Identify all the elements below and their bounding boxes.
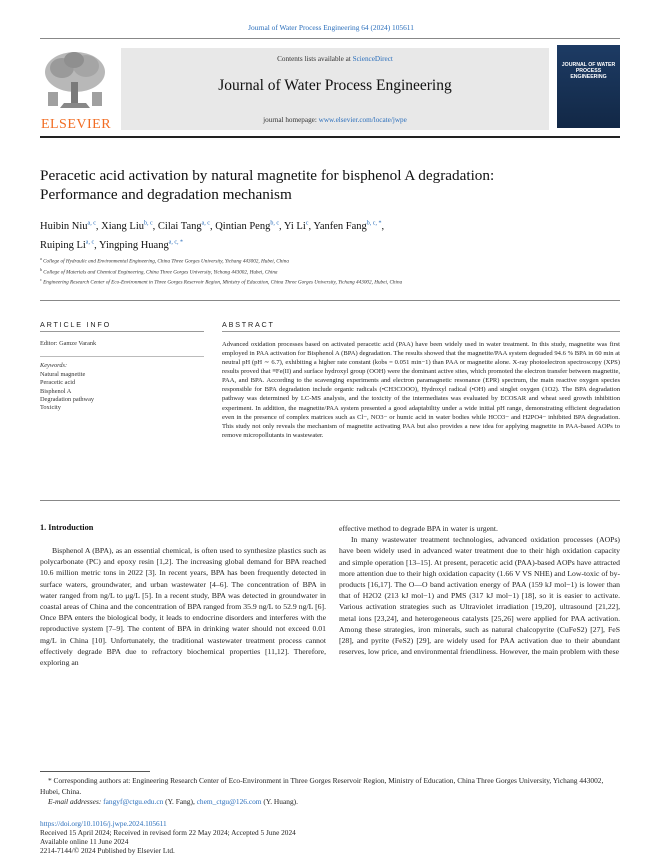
author-list bbox=[40, 215, 620, 254]
publisher-name: ELSEVIER bbox=[40, 117, 112, 132]
email-link[interactable]: fangyf@ctgu.edu.cn bbox=[103, 797, 164, 806]
paragraph: effective method to degrade BPA in water is urgent. bbox=[339, 524, 498, 533]
keyword: Bisphenol A bbox=[40, 387, 72, 395]
introduction-heading: 1. Introduction bbox=[40, 523, 94, 532]
section-divider bbox=[40, 300, 620, 301]
affiliation: $^a$ College of Hydraulic and Environmental Engineering, China Three Gorges University, Yichang 443002, Hubei, China bbox=[40, 256, 289, 265]
journal-title: Journal of Water Process Engineering bbox=[218, 77, 452, 94]
homepage-link[interactable]: www.elsevier.com/locate/jwpe bbox=[318, 116, 407, 124]
keywords-list bbox=[40, 371, 94, 412]
homepage-prefix: journal homepage: bbox=[263, 116, 319, 124]
author[interactable]: Ruiping Li$^{a, c}$, bbox=[40, 239, 99, 251]
article-info-heading: ARTICLE INFO bbox=[40, 320, 111, 329]
tree-icon bbox=[40, 48, 110, 116]
keywords-heading: Keywords: bbox=[40, 362, 68, 369]
affiliation: $^b$ College of Materials and Chemical Engineering, China Three Gorges University, Yichang 443002, Hubei, China bbox=[40, 266, 278, 276]
header-bottom-divider bbox=[40, 136, 620, 138]
abstract-text: Advanced oxidation processes based on activated peracetic acid (PAA) have been widely used in water treatment. In this study, magnetite was first employed in PAA activation for Bisphenol A (BPA) degradation. The results showed that the magnetite/PAA system degraded 94.6 % BPA in 60 min at neutral pH (pH ∼ 6.7), exhibiting a higher rate constant (kobs = 0.051 min−1) than PAA or magnetite alone. X-ray photoelectron spectroscopy (XPS) results proved that ≡Fe(II) and surface hydroxyl group (OOH) were the dominant active sites, which promoted the electron transfer between magnetite, PAA, and BPA. According to the scavenging experiments and electron paramagnetic resonance (EPR) spectrum, the main reactive oxygen species responsible for BPA degradation include organic radicals (•CH3COOO), Hydroxyl radical (•OH) and singlet oxygen (1O2). The BPA degradation pathway was determined by LC-MS analysis, and the toxicity of the intermediates was evaluated by ECOSAR and wheat seed growth inhibition experiment. In addition, the magnetite/PAA system presented a good adaptability under a wide initial pH range, demonstrating efficient degradation even in the presence of complex matrices such as Cl−, NO3− or humic acid in water bodies while HCO3− and H2PO4− inhibited BPA degradation. This study not only reveals the mechanism of magnetite activating PAA but also provides a new idea for applying magnetite in PAA-based AOPs to remove micropollutants in wastewater. bbox=[222, 341, 620, 439]
keyword: Toxicity bbox=[40, 404, 61, 412]
body-column-left bbox=[40, 545, 326, 668]
issn-copyright: 2214-7144/© 2024 Published by Elsevier Ltd. bbox=[40, 846, 175, 856]
email-link[interactable]: chem_ctgu@126.com bbox=[196, 797, 262, 806]
online-date: Available online 11 June 2024 bbox=[40, 837, 129, 847]
abstract-bottom-divider bbox=[40, 500, 620, 501]
author[interactable]: Qintian Peng$^{b, c}$, bbox=[215, 220, 284, 232]
contents-line bbox=[121, 55, 549, 63]
title-line-2: Performance and degradation mechanism bbox=[40, 186, 292, 203]
publication-info bbox=[40, 819, 296, 855]
email-line: E-mail addresses: fangyf@ctgu.edu.cn (Y. Fang), chem_ctgu@126.com (Y. Huang). bbox=[48, 797, 298, 806]
abstract-rule bbox=[222, 331, 620, 332]
journal-reference[interactable]: Journal of Water Process Engineering 64 (2024) 105611 bbox=[248, 23, 414, 32]
journal-cover-title: JOURNAL OF WATER PROCESS ENGINEERING bbox=[561, 62, 616, 80]
affiliations bbox=[40, 255, 580, 287]
author[interactable]: Yanfen Fang$^{b, c, *}$, bbox=[313, 220, 385, 232]
footnote-rule bbox=[40, 771, 150, 772]
keyword: Natural magnetite bbox=[40, 371, 86, 378]
keyword: Degradation pathway bbox=[40, 395, 95, 403]
author[interactable]: Huibin Niu$^{a, c}$, bbox=[40, 220, 102, 232]
abstract-heading: ABSTRACT bbox=[222, 320, 275, 329]
keywords-rule bbox=[40, 356, 204, 357]
journal-cover[interactable] bbox=[557, 45, 620, 128]
homepage-line bbox=[121, 116, 549, 124]
body-column-right bbox=[339, 523, 620, 657]
header-divider bbox=[40, 38, 620, 39]
author[interactable]: Yingping Huang$^{a, c, *}$ bbox=[99, 239, 184, 251]
keyword: Peracetic acid bbox=[40, 379, 76, 387]
paragraph: In many wastewater treatment technologies, advanced oxidation processes (AOPs) have been widely used in advanced water treatment due to their high oxidation capacity and simple operation [13–15]. At present, peracetic acid (PAA)-based AOPs have attracted more attention due to their high oxidation capacity (1.66 V VS NHE) and Low-toxic of by-products [16,17]. The O—O band activation energy of PAA (159 kJ mol−1) is lower than that of H2O2 (213 kJ mol−1) and PMS (317 kJ mol−1) [18], so it is easier to activate. Various activation strategies such as Ultraviolet irradiation [19,20], ultrasound [21,22], metal ions [23,24], and heterogeneous catalysts [25,26] were applied for PAA activation. Among these strategies, iron minerals, such as natural chalcopyrite (CuFeS2) [27], FeS [28], and pyrite (FeS2) [29], are widely used for PAA activation due to their abundant reserves, low price, and environmental friendliness. However, the main problem with these bbox=[339, 535, 620, 657]
title-line-1: Peracetic acid activation by natural magnetite for bisphenol A degradation: bbox=[40, 167, 495, 184]
author[interactable]: Yi Li$^c$, bbox=[283, 220, 314, 232]
article-info-rule bbox=[40, 331, 204, 332]
article-title bbox=[40, 166, 600, 204]
doi-link[interactable]: https://doi.org/10.1016/j.jwpe.2024.105611 bbox=[40, 819, 167, 828]
received-dates: Received 15 April 2024; Received in revised form 22 May 2024; Accepted 5 June 2024 bbox=[40, 828, 296, 838]
paragraph: Bisphenol A (BPA), as an essential chemical, is often used to synthesize plastics such as polycarbonate (PC) and epoxy resin [1,2]. The increasing global demand for BPA reached 10.6 million metric tons in 2022 [3]. In recent years, BPA has been frequently detected in surface waters, groundwater, and urban wastewater [4–6]. The concentration of BPA in water ranged from ng/L to μg/L [5]. In a recent study, BPA was detected in groundwater in coastal areas of China and the concentration of BPA ranged from 35.9 ng/L to 52.9 ng/L [6]. Once BPA enters the biological body, it leads to endocrine disorders and interferes with the reproductive system [7–9]. The content of BPA in drinking water should not exceed 0.01 mg/L in China [10]. Unfortunately, the traditional wastewater treatment process cannot effectively degrade BPA due to refractory biochemical properties [11,12]. Therefore, exploring an bbox=[40, 546, 326, 668]
author[interactable]: Xiang Liu$^{b, c}$, bbox=[101, 220, 158, 232]
author[interactable]: Cilai Tang$^{a, c}$, bbox=[157, 220, 216, 232]
affiliation: $^c$ Engineering Research Center of Eco-Environment in Three Gorges Reservoir Region, Ministry of Education, China Three Gorges University, Yichang 443002, Hubei, China bbox=[40, 277, 403, 287]
contents-prefix: Contents lists available at bbox=[277, 55, 353, 63]
sciencedirect-link[interactable]: ScienceDirect bbox=[352, 55, 393, 63]
editor-line: Editor: Gamze Varank bbox=[40, 340, 97, 347]
footnote bbox=[40, 776, 620, 808]
corresponding-authors: * Corresponding authors at: Engineering Research Center of Eco-Environment in Three Gorges Reservoir Region, Ministry of Education, China Three Gorges University, Yichang 443002, Hubei, China. bbox=[40, 776, 604, 796]
